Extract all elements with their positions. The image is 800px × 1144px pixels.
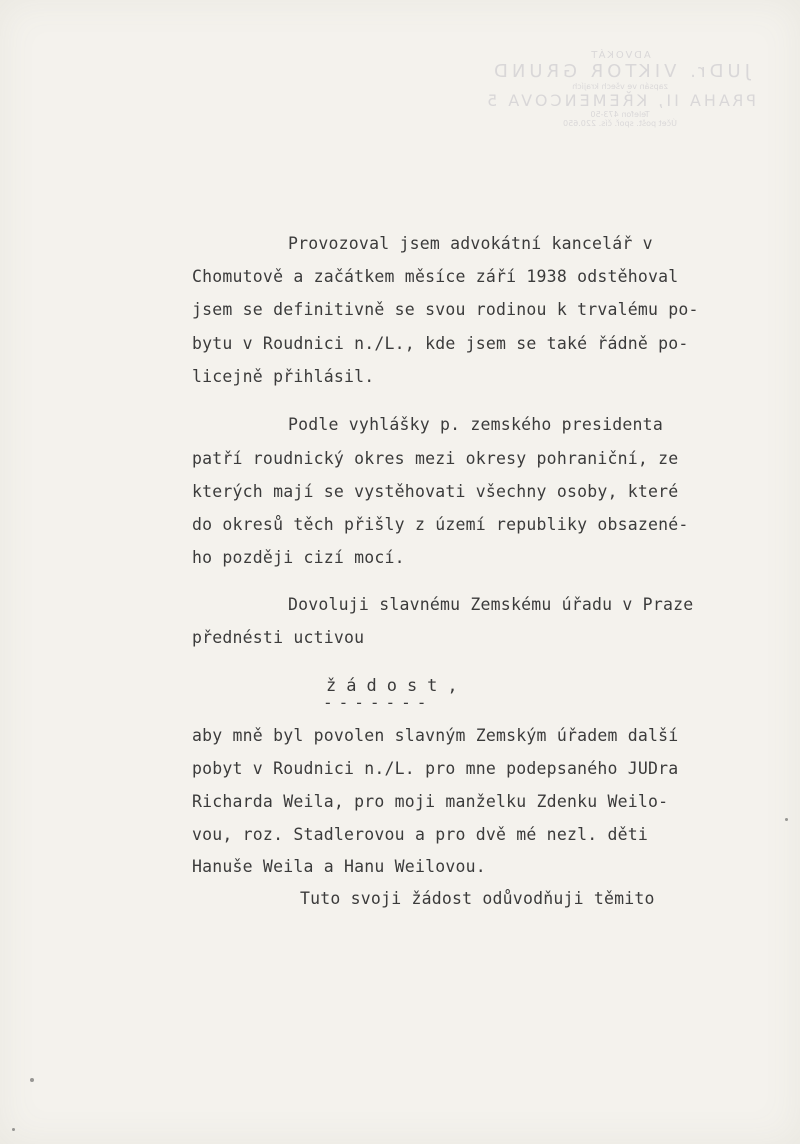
stamp-phone: Telefon 473-50 (590, 110, 650, 119)
paragraph-4-line-4: vou, roz. Stadlerovou a pro dvě mé nezl. děti (192, 825, 649, 844)
paragraph-2-line-5: ho později cizí mocí. (192, 548, 405, 567)
paper-speck (785, 818, 788, 821)
lawyer-stamp-bleedthrough (470, 50, 770, 128)
paragraph-5-line-1: Tuto svoji žádost odůvodňuji těmito (300, 889, 655, 908)
paragraph-2-line-4: do okresů těch přišly z území republiky obsazené- (192, 515, 689, 534)
paragraph-4-line-1: aby mně byl povolen slavným Zemským úřadem další (192, 726, 679, 745)
paper-speck (30, 1078, 34, 1082)
paragraph-2-line-1: Podle vyhlášky p. zemského presidenta (288, 415, 663, 434)
paragraph-2-line-2: patří roudnický okres mezi okresy pohraniční, ze (192, 449, 679, 468)
paragraph-1-line-1: Provozoval jsem advokátní kancelář v (288, 234, 653, 253)
paragraph-3-line-2: přednésti uctivou (192, 628, 365, 647)
paragraph-4-line-5: Hanuše Weila a Hanu Weilovou. (192, 857, 486, 876)
stamp-address: PRAHA II, KŘEMENCOVA 5 (484, 91, 756, 110)
paragraph-1-line-3: jsem se definitivně se svou rodinou k trvalému po- (192, 300, 699, 319)
paragraph-1-line-5: licejně přihlásil. (192, 367, 375, 386)
paragraph-4-line-3: Richarda Weila, pro moji manželku Zdenku Weilo- (192, 792, 669, 811)
paragraph-1-line-2: Chomutově a začátkem měsíce září 1938 odstěhoval (192, 267, 679, 286)
paragraph-1-line-4: bytu v Roudnici n./L., kde jsem se také řádně po- (192, 334, 689, 353)
stamp-account: Účet pošt. spoř. čís. 220.650 (563, 119, 677, 128)
paragraph-4-line-2: pobyt v Roudnici n./L. pro mne podepsaného JUDra (192, 759, 679, 778)
stamp-title: ADVOKÁT (589, 50, 651, 61)
stamp-name: JUDr. VIKTOR GRUND (490, 61, 750, 82)
paragraph-3-line-1: Dovoluji slavnému Zemskému úřadu v Praze (288, 595, 694, 614)
request-heading: žádost, (326, 676, 468, 696)
stamp-note: zapsán ve všech krajích (572, 82, 668, 91)
paper-speck (12, 1128, 15, 1131)
request-heading-underline: ------- (323, 693, 433, 712)
paragraph-2-line-3: kterých mají se vystěhovati všechny osoby, které (192, 482, 679, 501)
